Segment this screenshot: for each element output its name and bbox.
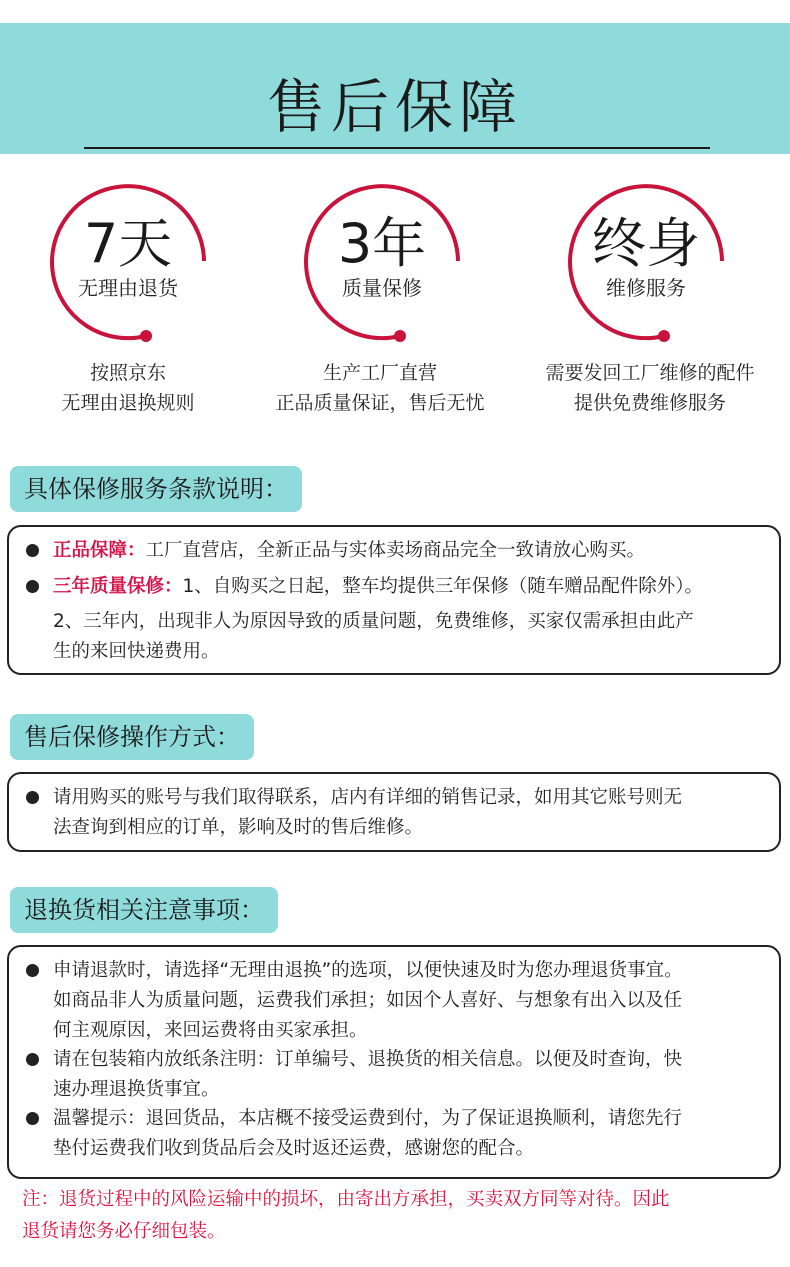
note-text-line: 如商品非人为质量问题，运费我们承担；如因个人喜好、与想象有出入以及任 [53, 990, 683, 1011]
badge-3-year-warranty [302, 183, 462, 343]
bullet-icon [26, 580, 39, 593]
bullet-icon [26, 1112, 39, 1125]
badge-description [240, 358, 520, 418]
bullet-icon [26, 791, 39, 804]
note-text-line: 申请退款时，请选择“无理由退换”的选项，以便快速及时为您办理退货事宜。 [53, 960, 683, 981]
badge-lifetime-repair [566, 183, 726, 343]
badge-desc-line: 生产工厂直营 [322, 362, 437, 384]
badge-big-text: 终身 [592, 212, 700, 275]
term-text-line: 生的来回快递费用。 [53, 641, 220, 662]
term-label: 正品保障： [53, 540, 146, 561]
badge-desc-line: 提供免费维修服务 [573, 392, 726, 414]
page-title: 售后保障 [266, 73, 523, 141]
note-text-line: 何主观原因，来回运费将由买家承担。 [53, 1020, 368, 1041]
section-title-service-method: 售后保修操作方式： [10, 714, 254, 760]
note-text-line: 垫付运费我们收到货品后会及时返还运费，感谢您的配合。 [53, 1138, 535, 1159]
term-genuine [53, 539, 645, 563]
badge-desc-line: 正品质量保证，售后无忧 [275, 392, 485, 414]
header-banner [0, 23, 790, 154]
section-title-warranty-terms: 具体保修服务条款说明： [10, 466, 302, 512]
badge-description [510, 358, 790, 418]
term-text-line: 2、三年内，出现非人为原因导致的质量问题，免费维修，买家仅需承担由此产 [53, 611, 694, 632]
service-text-line: 请用购买的账号与我们取得联系，店内有详细的销售记录，如用其它账号则无 [53, 787, 683, 808]
return-notes-box [7, 945, 781, 1179]
note-text-line: 请在包装箱内放纸条注明：订单编号、退换货的相关信息。以便及时查询，快 [53, 1049, 683, 1070]
badge-desc-line: 无理由退换规则 [61, 392, 195, 414]
badge-big-text: 3年 [337, 212, 427, 275]
badge-big-text: 7天 [83, 212, 173, 275]
badge-desc-line: 需要发回工厂维修的配件 [545, 362, 755, 384]
badge-small-text: 维修服务 [606, 276, 686, 300]
term-text: 1、自购买之日起，整车均提供三年保修（随车赠品配件除外）。 [182, 576, 704, 597]
badge-description [0, 358, 268, 418]
badge-small-text: 无理由退货 [78, 276, 178, 300]
warning-note-line: 退货请您务必仔细包装。 [22, 1221, 226, 1242]
badge-7-day-return [48, 183, 208, 343]
title-underline [84, 147, 710, 149]
section-title-return-notes: 退换货相关注意事项： [10, 887, 278, 933]
service-method-box [7, 772, 781, 852]
bullet-icon [26, 1053, 39, 1066]
warranty-terms-box [7, 525, 781, 675]
term-three-year [53, 575, 703, 599]
term-label: 三年质量保修： [53, 576, 183, 597]
note-text-line: 温馨提示：退回货品，本店概不接受运费到付，为了保证退换顺利，请您先行 [53, 1108, 683, 1129]
service-text-line: 法查询到相应的订单，影响及时的售后维修。 [53, 817, 424, 838]
badge-desc-line: 按照京东 [89, 362, 166, 384]
term-text: 工厂直营店，全新正品与实体卖场商品完全一致请放心购买。 [145, 540, 646, 561]
bullet-icon [26, 544, 39, 557]
badge-small-text: 质量保修 [342, 276, 422, 300]
note-text-line: 速办理退换货事宜。 [53, 1079, 220, 1100]
bullet-icon [26, 964, 39, 977]
warning-note-line: 注：退货过程中的风险运输中的损坏，由寄出方承担，买卖双方同等对待。因此 [22, 1189, 670, 1210]
